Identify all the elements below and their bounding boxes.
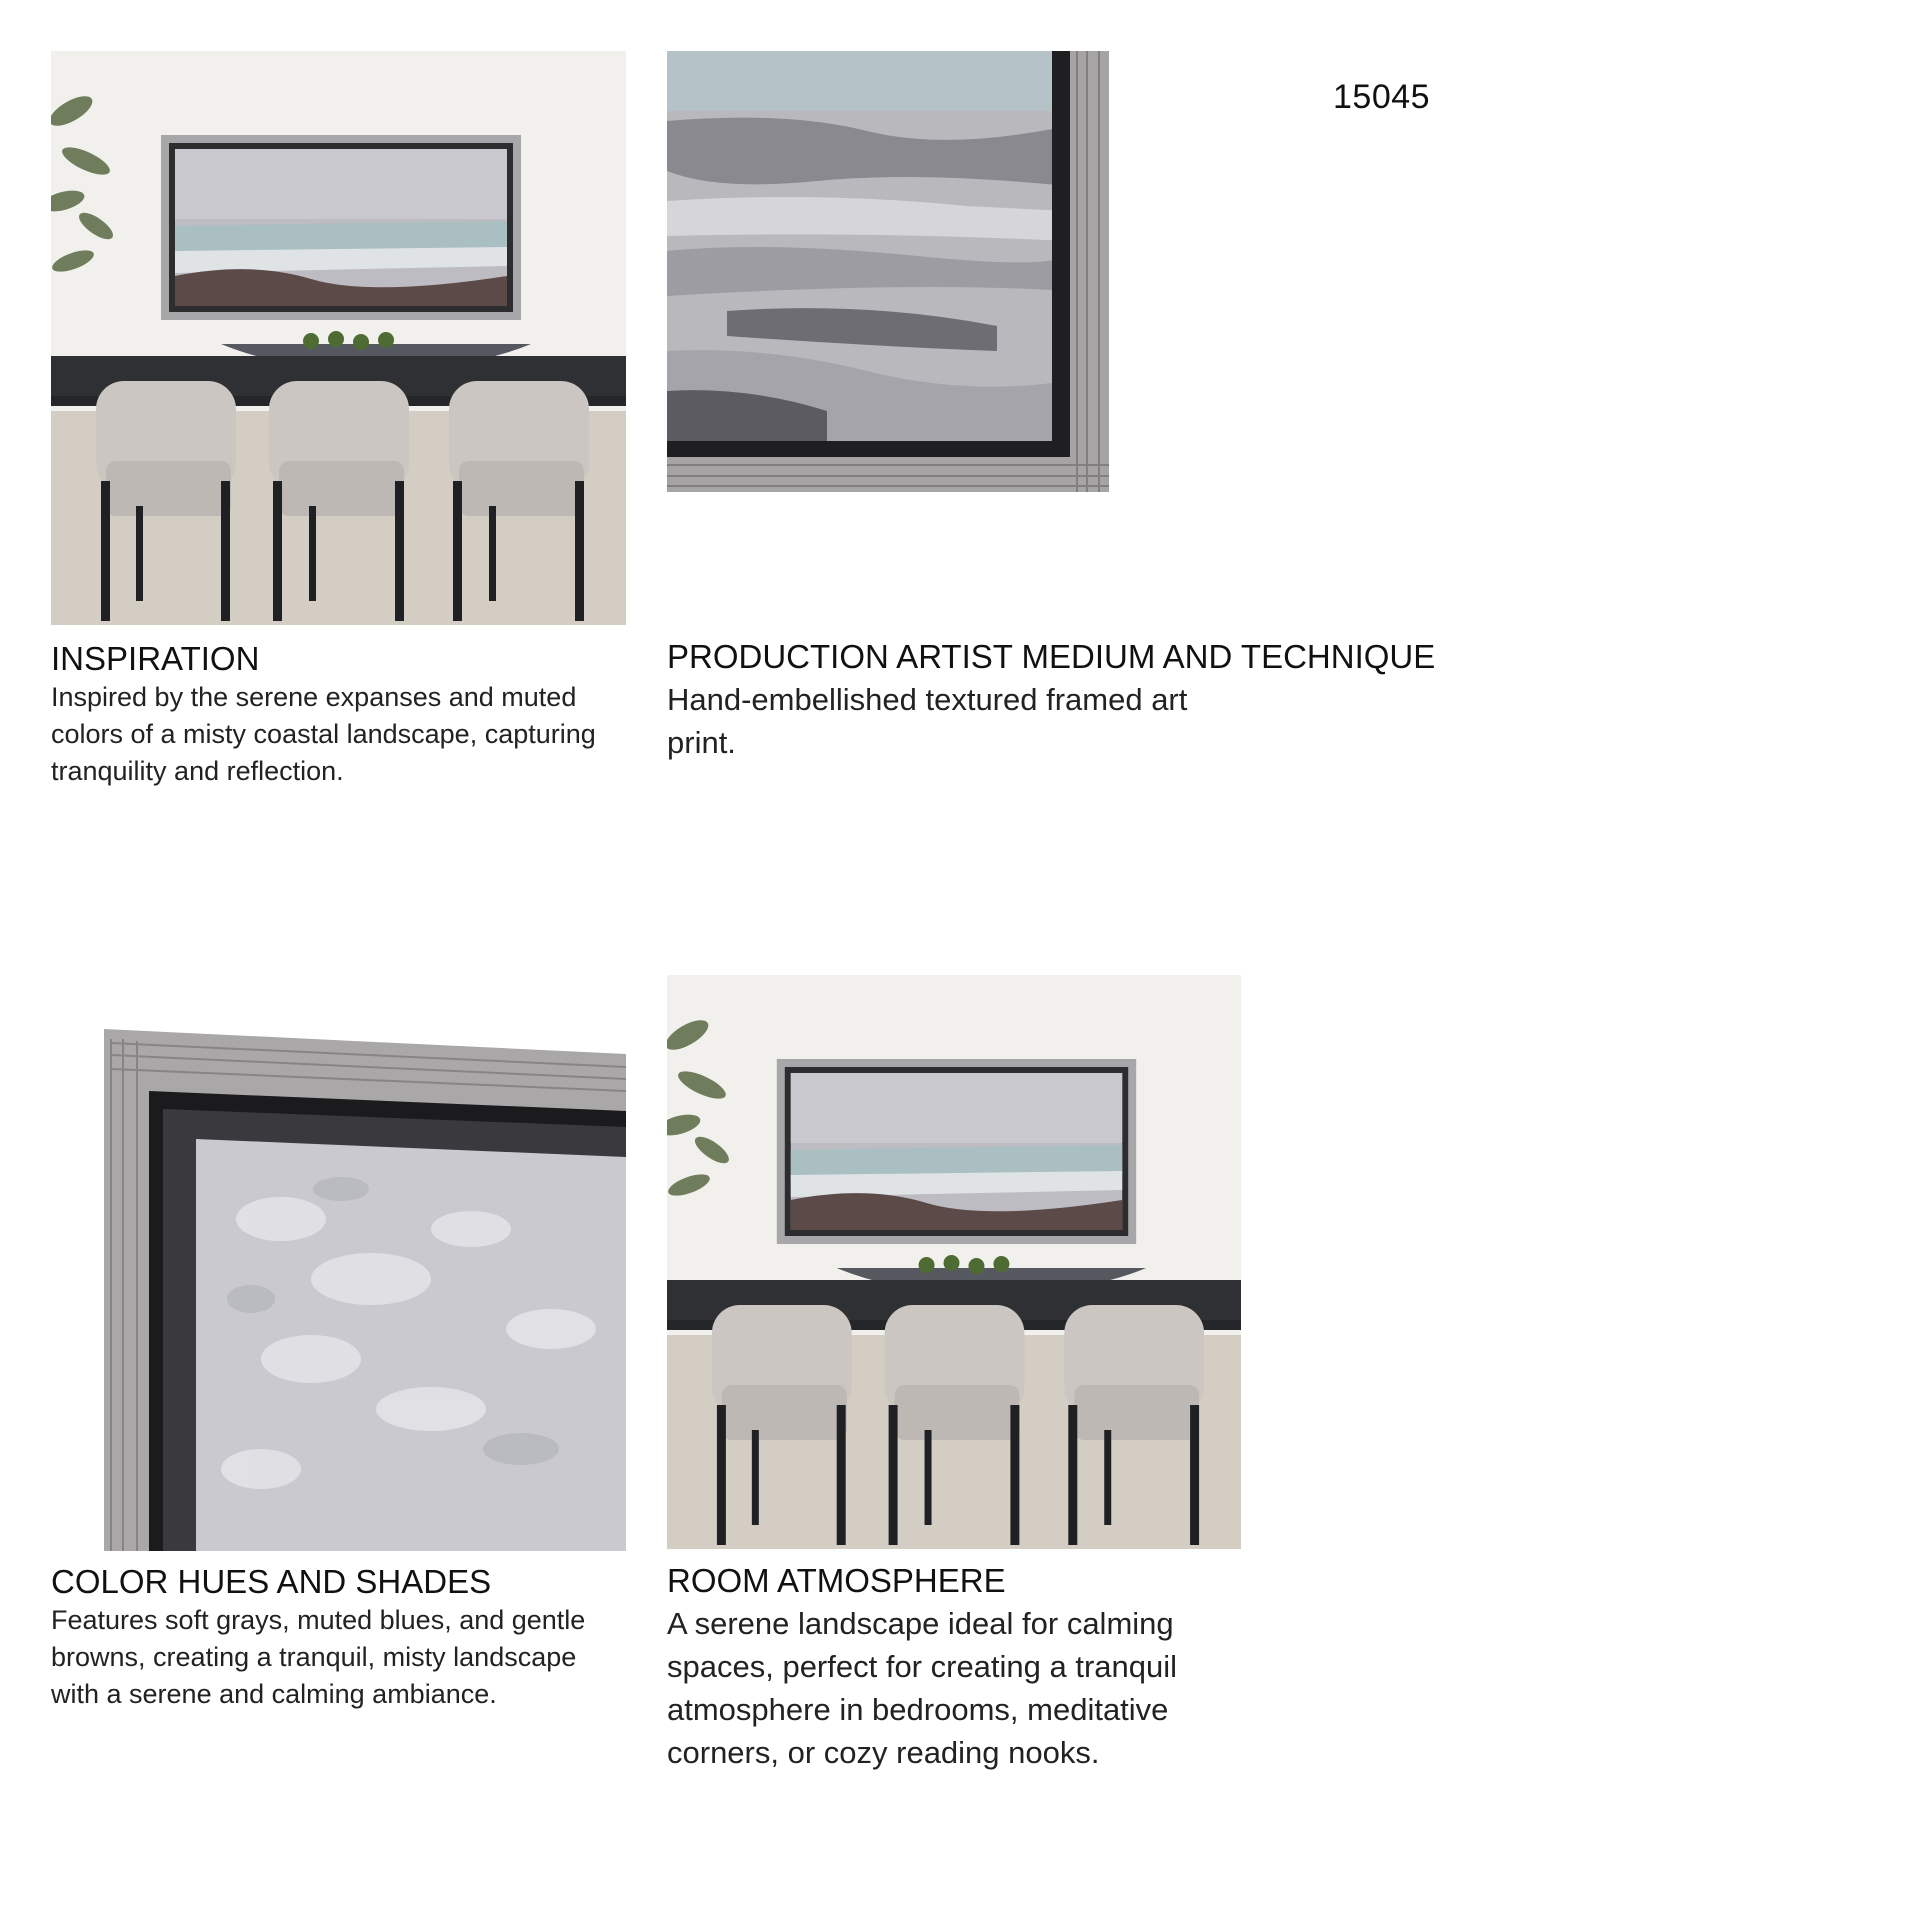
inspiration-room-image bbox=[51, 51, 626, 625]
product-sku: 15045 bbox=[1333, 78, 1431, 116]
room-atmosphere-body: A serene landscape ideal for calming spaces, perfect for creating a tranquil atmosphere in bedrooms, meditative corners, or cozy reading nooks. bbox=[667, 1606, 1178, 1770]
inspiration-heading: INSPIRATION bbox=[51, 640, 260, 677]
color-body: Features soft grays, muted blues, and gentle browns, creating a tranquil, misty landscape with a serene and calming ambiance. bbox=[51, 1605, 586, 1709]
room-atmosphere-image bbox=[667, 975, 1241, 1549]
color-closeup-image bbox=[51, 1029, 626, 1551]
color-heading: COLOR HUES AND SHADES bbox=[51, 1563, 492, 1600]
room-atmosphere-heading: ROOM ATMOSPHERE bbox=[667, 1562, 1006, 1599]
production-closeup-image bbox=[667, 51, 1109, 492]
production-heading: PRODUCTION ARTIST MEDIUM AND TECHNIQUE bbox=[667, 638, 1436, 675]
inspiration-body: Inspired by the serene expanses and muted colors of a misty coastal landscape, capturing tranquility and reflection. bbox=[51, 682, 596, 786]
production-body: Hand-embellished textured framed art print. bbox=[667, 682, 1188, 760]
